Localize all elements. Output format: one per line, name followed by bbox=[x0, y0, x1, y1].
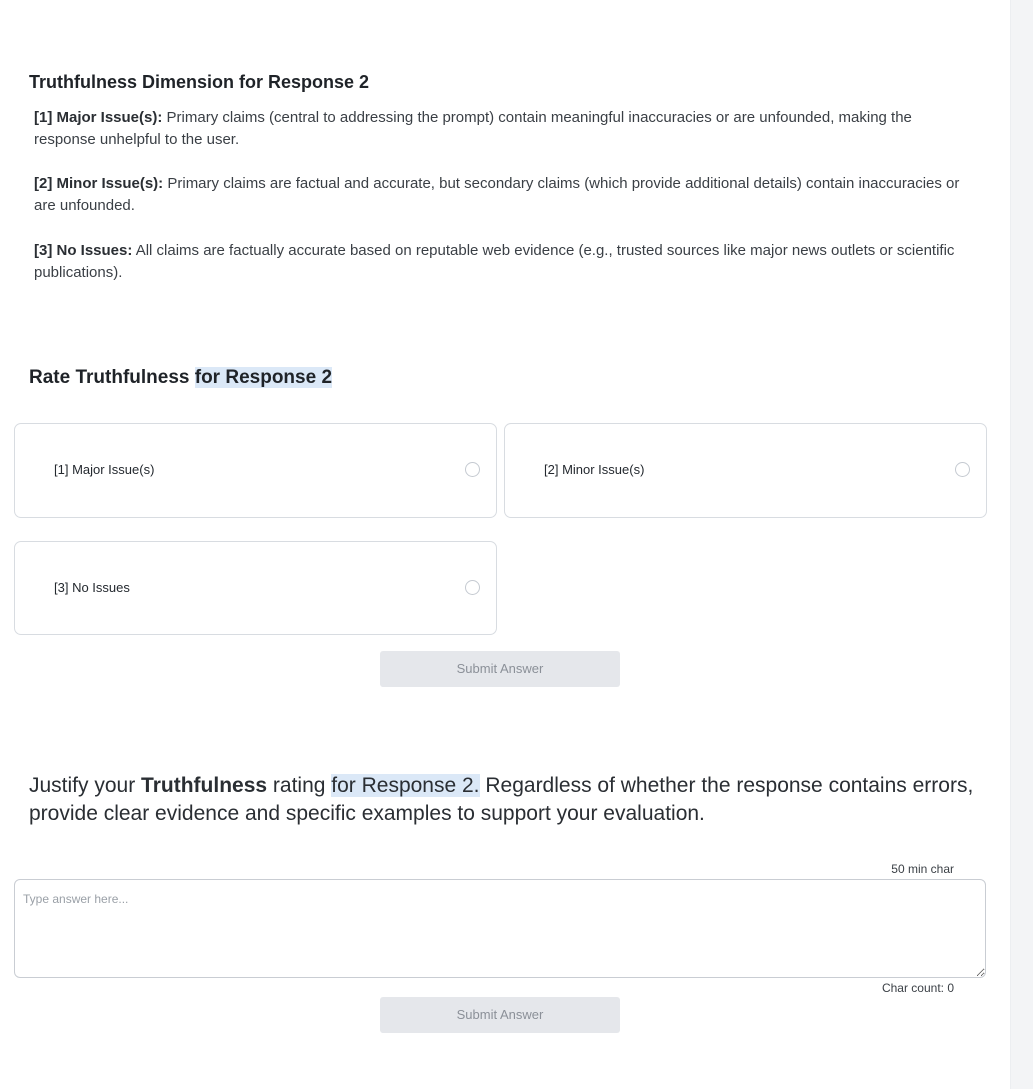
criterion-label: [2] Minor Issue(s): bbox=[34, 175, 164, 192]
option-label: [1] Major Issue(s) bbox=[54, 462, 155, 477]
rating-submit-button[interactable]: Submit Answer bbox=[380, 651, 620, 687]
criterion-label: [3] No Issues: bbox=[34, 242, 133, 259]
dimension-title: Truthfulness Dimension for Response 2 bbox=[29, 72, 370, 92]
char-count: Char count: 0 bbox=[881, 981, 954, 995]
radio-button[interactable] bbox=[955, 462, 970, 477]
criterion-text: Primary claims (central to addressing the prompt) contain meaningful inaccuracies or are unfounded, making the response unhelpful to the user. bbox=[34, 109, 912, 148]
criterion-no-issues bbox=[34, 240, 974, 284]
option-no-issues[interactable] bbox=[14, 541, 497, 635]
criterion-text: All claims are factually accurate based on reputable web evidence (e.g., trusted sources like major news outlets or scientific publications). bbox=[34, 242, 955, 281]
option-label: [2] Minor Issue(s) bbox=[544, 462, 645, 477]
criterion-text: Primary claims are factual and accurate, but secondary claims (which provide additional details) contain inaccuracies or are unfounded. bbox=[34, 175, 960, 214]
option-label: [3] No Issues bbox=[54, 580, 130, 595]
radio-button[interactable] bbox=[465, 580, 480, 595]
radio-button[interactable] bbox=[465, 462, 480, 477]
justification-prompt bbox=[29, 772, 979, 828]
justification-submit-button[interactable]: Submit Answer bbox=[380, 997, 620, 1033]
rating-title-prefix: Rate Truthfulness bbox=[29, 367, 195, 388]
criterion-minor-issue bbox=[34, 173, 974, 217]
justification-prompt-start: Justify your bbox=[29, 774, 142, 797]
rating-title bbox=[29, 367, 332, 389]
criterion-label: [1] Major Issue(s): bbox=[34, 109, 163, 126]
rating-title-highlight: for Response 2 bbox=[194, 367, 333, 388]
option-major-issue[interactable] bbox=[14, 423, 497, 518]
justification-prompt-bold: Truthfulness bbox=[141, 774, 268, 797]
justification-textarea[interactable] bbox=[14, 879, 986, 978]
min-char-label: 50 min char bbox=[891, 862, 954, 876]
justification-prompt-mid: rating bbox=[267, 774, 332, 797]
scrollbar-track[interactable] bbox=[1010, 0, 1033, 1089]
option-minor-issue[interactable] bbox=[504, 423, 987, 518]
criterion-major-issue bbox=[34, 107, 974, 151]
justification-prompt-highlight: for Response 2. bbox=[331, 774, 480, 797]
justification-prompt-end: Regardless of whether the response contains errors, provide clear evidence and specific examples to support your evaluation. bbox=[29, 774, 974, 825]
